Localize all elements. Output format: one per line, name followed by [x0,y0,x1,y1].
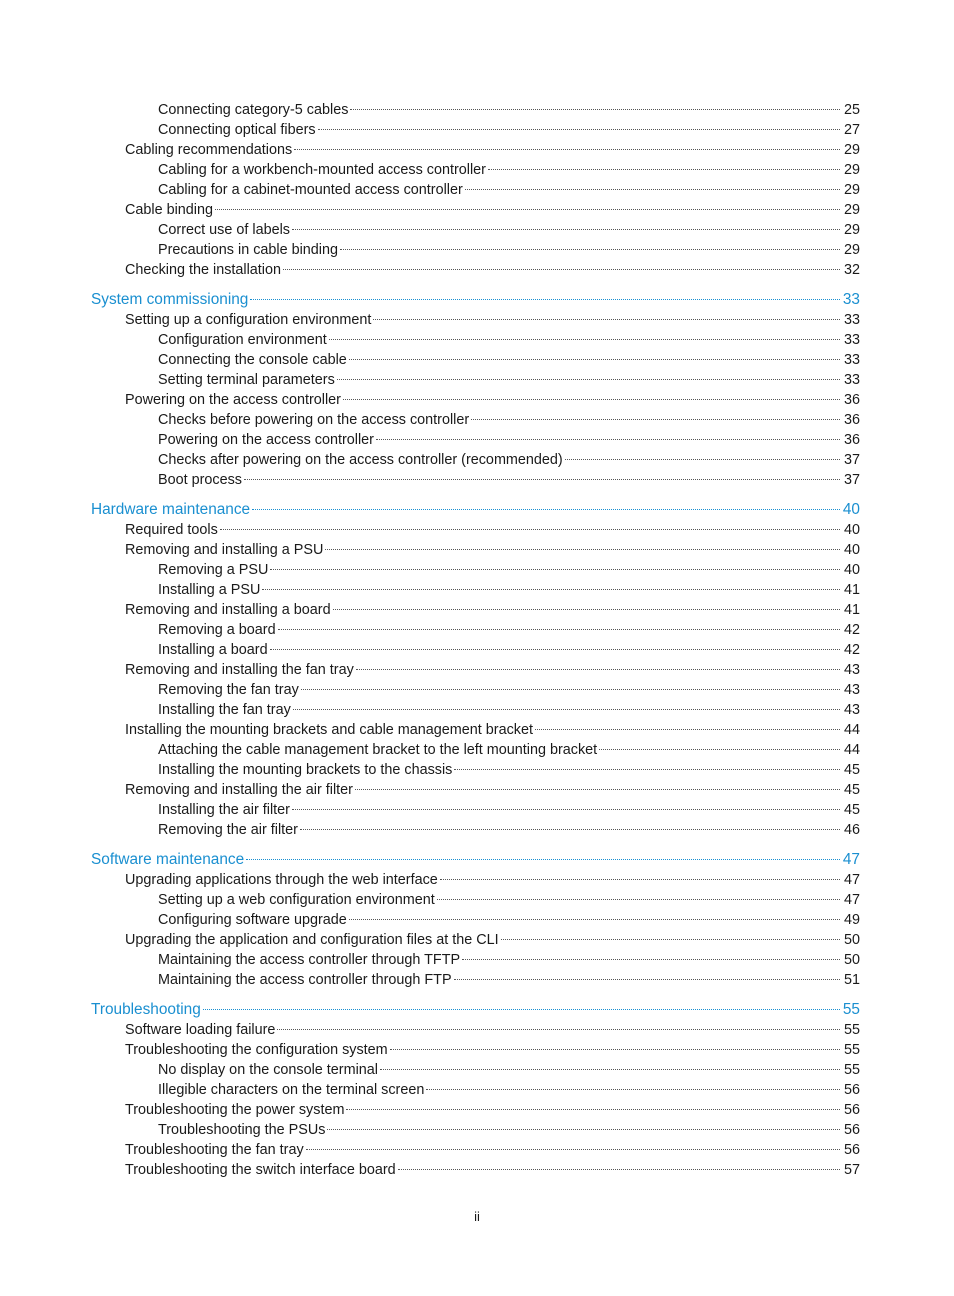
toc-entry-page: 36 [843,412,860,428]
toc-entry-title: Troubleshooting the PSUs [158,1122,326,1138]
toc-entry[interactable] [0,720,860,740]
dot-leader [301,688,840,690]
toc-entry[interactable] [0,1100,860,1120]
dot-leader [535,728,840,730]
dot-leader [343,398,840,400]
toc-entry-page: 33 [843,332,860,348]
toc-entry[interactable] [0,800,860,820]
dot-leader [349,918,840,920]
dot-leader [325,548,840,550]
toc-entry-page: 33 [843,312,860,328]
toc-entry-page: 33 [843,372,860,388]
toc-entry-title: Maintaining the access controller through FTP [158,972,452,988]
toc-entry-page: 51 [843,972,860,988]
dot-leader [599,748,840,750]
toc-entry-page: 47 [842,851,860,868]
toc-entry-title: Powering on the access controller [125,392,341,408]
toc-entry[interactable] [0,820,860,840]
toc-entry-page: 41 [843,602,860,618]
toc-entry[interactable] [0,140,860,160]
toc-entry[interactable] [0,620,860,640]
dot-leader [398,1168,840,1170]
toc-entry[interactable] [0,910,860,930]
toc-entry[interactable] [0,220,860,240]
toc-entry[interactable] [0,540,860,560]
toc-entry-title: Removing a PSU [158,562,269,578]
toc-entry-page: 55 [843,1042,860,1058]
toc-entry-title: Removing the air filter [158,822,298,838]
toc-entry[interactable] [0,600,860,620]
dot-leader [252,508,840,510]
toc-entry[interactable] [0,930,860,950]
toc-entry[interactable] [0,1160,860,1180]
dot-leader [350,108,840,110]
toc-entry-title: Troubleshooting [91,1001,201,1018]
toc-entry-page: 33 [842,291,860,308]
dot-leader [462,958,840,960]
toc-entry-title: Upgrading the application and configuration files at the CLI [125,932,499,948]
toc-entry-title: Removing and installing the fan tray [125,662,354,678]
toc-entry-title: Removing the fan tray [158,682,299,698]
dot-leader [318,128,840,130]
toc-entry-title: Hardware maintenance [91,501,251,518]
toc-entry-title: Installing a board [158,642,268,658]
toc-entry-title: Setting terminal parameters [158,372,335,388]
toc-entry[interactable] [0,160,860,180]
toc-entry-page: 57 [843,1162,860,1178]
toc-entry-title: Removing and installing a PSU [125,542,324,558]
dot-leader [465,188,840,190]
toc-entry[interactable] [0,390,860,410]
toc-entry-page: 36 [843,432,860,448]
toc-entry-page: 56 [843,1122,860,1138]
dot-leader [215,208,840,210]
toc-entry-page: 43 [843,682,860,698]
dot-leader [262,588,840,590]
toc-entry-title: Connecting category-5 cables [158,102,349,118]
toc-entry-title: Cabling for a workbench-mounted access controller [158,162,486,178]
toc-entry[interactable] [0,470,860,490]
toc-entry-page: 45 [843,802,860,818]
toc-entry-title: Required tools [125,522,218,538]
dot-leader [440,878,840,880]
toc-entry-title: Setting up a web configuration environment [158,892,435,908]
toc-entry-title: Cabling for a cabinet-mounted access controller [158,182,463,198]
toc-entry-title: No display on the console terminal [158,1062,378,1078]
toc-entry[interactable] [0,520,860,540]
dot-leader [346,1108,840,1110]
toc-entry-page: 50 [843,952,860,968]
toc-entry-page: 32 [843,262,860,278]
toc-entry-title: Troubleshooting the fan tray [125,1142,304,1158]
dot-leader [340,248,840,250]
dot-leader [426,1088,840,1090]
toc-entry-title: Installing the air filter [158,802,290,818]
toc-entry-page: 33 [843,352,860,368]
dot-leader [250,298,840,300]
toc-entry-page: 46 [843,822,860,838]
toc-entry-title: Correct use of labels [158,222,290,238]
toc-entry-page: 56 [843,1102,860,1118]
toc-entry[interactable] [0,330,860,350]
dot-leader [246,858,840,860]
toc-entry-title: Installing a PSU [158,582,261,598]
toc-entry[interactable] [0,870,860,890]
toc-entry[interactable] [0,970,860,990]
toc-entry-page: 29 [843,222,860,238]
toc-entry-page: 37 [843,452,860,468]
dot-leader [293,708,840,710]
toc-entry-page: 27 [843,122,860,138]
dot-leader [501,938,840,940]
toc-entry-page: 47 [843,872,860,888]
dot-leader [270,568,840,570]
dot-leader [565,458,840,460]
toc-entry-page: 45 [843,762,860,778]
toc-entry[interactable] [0,1080,860,1100]
toc-entry-title: Installing the mounting brackets and cable management bracket [125,722,533,738]
toc-entry-title: Illegible characters on the terminal screen [158,1082,425,1098]
toc-entry-title: Troubleshooting the configuration system [125,1042,388,1058]
toc-entry[interactable] [0,100,860,120]
dot-leader [306,1148,840,1150]
toc-entry[interactable] [0,1040,860,1060]
dot-leader [270,648,840,650]
toc-entry-page: 43 [843,662,860,678]
toc-entry-page: 29 [843,142,860,158]
dot-leader [488,168,840,170]
toc-entry-page: 47 [843,892,860,908]
toc-entry-page: 45 [843,782,860,798]
toc-entry-title: Installing the mounting brackets to the chassis [158,762,453,778]
toc-entry-title: Attaching the cable management bracket to the left mounting bracket [158,742,598,758]
toc-entry-page: 44 [843,722,860,738]
toc-entry-page: 29 [843,202,860,218]
dot-leader [376,438,840,440]
dot-leader [327,1128,840,1130]
toc-entry[interactable] [0,850,860,870]
toc-entry-title: Troubleshooting the power system [125,1102,345,1118]
toc-entry[interactable] [0,240,860,260]
toc-entry-title: Configuration environment [158,332,327,348]
toc-entry[interactable] [0,350,860,370]
dot-leader [278,628,840,630]
toc-entry[interactable] [0,780,860,800]
toc-entry[interactable] [0,890,860,910]
dot-leader [356,668,840,670]
toc-entry-title: Checking the installation [125,262,281,278]
toc-entry-title: Boot process [158,472,242,488]
dot-leader [355,788,840,790]
toc-entry-title: Configuring software upgrade [158,912,347,928]
toc-entry-page: 40 [843,522,860,538]
toc-entry-title: Maintaining the access controller through TFTP [158,952,461,968]
toc-entry-page: 55 [843,1022,860,1038]
toc-entry-title: Installing the fan tray [158,702,291,718]
toc-entry[interactable] [0,1020,860,1040]
dot-leader [454,768,840,770]
dot-leader [337,378,840,380]
toc-entry[interactable] [0,430,860,450]
dot-leader [203,1008,840,1010]
toc-entry-title: Removing and installing a board [125,602,331,618]
toc-entry-title: Checks before powering on the access controller [158,412,470,428]
toc-entry[interactable] [0,310,860,330]
toc-entry[interactable] [0,950,860,970]
toc-entry-title: System commissioning [91,291,249,308]
toc-entry-page: 55 [843,1062,860,1078]
toc-entry-page: 40 [842,501,860,518]
dot-leader [454,978,840,980]
toc-entry-page: 49 [843,912,860,928]
toc-entry[interactable] [0,1120,860,1140]
toc-entry-title: Software maintenance [91,851,245,868]
toc-entry[interactable] [0,1140,860,1160]
dot-leader [292,808,840,810]
toc-entry[interactable] [0,500,860,520]
toc-entry-page: 41 [843,582,860,598]
dot-leader [333,608,840,610]
page-number: ii [474,1209,480,1224]
toc-entry-page: 25 [843,102,860,118]
toc-entry-page: 56 [843,1082,860,1098]
dot-leader [277,1028,840,1030]
toc-entry-title: Cabling recommendations [125,142,293,158]
toc-entry[interactable] [0,560,860,580]
dot-leader [380,1068,840,1070]
dot-leader [220,528,840,530]
dot-leader [294,148,840,150]
dot-leader [244,478,840,480]
toc-entry-page: 43 [843,702,860,718]
toc-entry-title: Connecting the console cable [158,352,347,368]
toc-entry[interactable] [0,660,860,680]
toc-entry-page: 55 [842,1001,860,1018]
toc-entry[interactable] [0,1060,860,1080]
toc-entry[interactable] [0,760,860,780]
toc-entry-title: Software loading failure [125,1022,276,1038]
toc-entry[interactable] [0,290,860,310]
toc-entry[interactable] [0,680,860,700]
toc-entry-title: Upgrading applications through the web interface [125,872,438,888]
toc-entry-page: 40 [843,562,860,578]
toc-entry[interactable] [0,640,860,660]
toc-entry-page: 42 [843,642,860,658]
dot-leader [283,268,840,270]
toc-entry[interactable] [0,1000,860,1020]
toc-entry-title: Setting up a configuration environment [125,312,372,328]
toc-entry-title: Checks after powering on the access controller (recommended) [158,452,563,468]
toc-entry-page: 44 [843,742,860,758]
dot-leader [329,338,840,340]
toc-entry[interactable] [0,370,860,390]
toc-entry-page: 29 [843,182,860,198]
dot-leader [292,228,840,230]
toc-entry-page: 36 [843,392,860,408]
toc-entry[interactable] [0,580,860,600]
dot-leader [437,898,840,900]
toc-entry-title: Removing and installing the air filter [125,782,353,798]
toc-entry-title: Troubleshooting the switch interface board [125,1162,396,1178]
dot-leader [373,318,840,320]
toc-entry[interactable] [0,700,860,720]
dot-leader [300,828,840,830]
toc-entry[interactable] [0,740,860,760]
toc-entry[interactable] [0,200,860,220]
toc-entry-page: 40 [843,542,860,558]
dot-leader [390,1048,840,1050]
toc-entry-title: Connecting optical fibers [158,122,316,138]
toc-entry-page: 37 [843,472,860,488]
toc-entry-title: Powering on the access controller [158,432,374,448]
toc-entry-page: 56 [843,1142,860,1158]
dot-leader [349,358,840,360]
toc-entry[interactable] [0,450,860,470]
toc-entry-page: 42 [843,622,860,638]
toc-entry[interactable] [0,410,860,430]
toc-entry[interactable] [0,120,860,140]
toc-entry[interactable] [0,260,860,280]
toc-entry-title: Precautions in cable binding [158,242,339,258]
toc-entry-title: Cable binding [125,202,214,218]
toc-entry-title: Removing a board [158,622,276,638]
table-of-contents [0,100,954,1180]
toc-entry-page: 29 [843,162,860,178]
toc-entry-page: 50 [843,932,860,948]
toc-entry-page: 29 [843,242,860,258]
dot-leader [471,418,840,420]
toc-entry[interactable] [0,180,860,200]
